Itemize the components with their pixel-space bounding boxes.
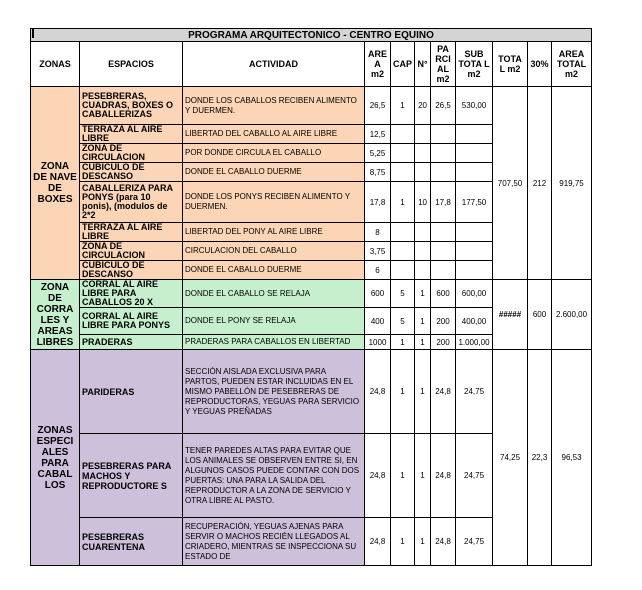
space-name: ZONA DE CIRCULACION [80,242,183,261]
n-value: 1 [415,335,431,350]
zone-name: ZONA DE CORRA LES Y AREAS LIBRES [31,280,80,350]
area-value: 400 [365,308,391,335]
parcial-value: 24,8 [431,434,456,518]
cap-value: 1 [391,335,415,350]
subtotal-value: 177,50 [456,182,493,223]
area-value: 26,5 [365,87,391,125]
space-name: TERRAZA AL AIRE LIBRE [80,125,183,144]
area-value: 24,8 [365,350,391,434]
zone-pct: 600 [528,280,552,350]
n-value [415,223,431,242]
header-n: N° [415,42,431,87]
subtotal-value: 1.000,00 [456,335,493,350]
area-value: 24,8 [365,434,391,518]
n-value [415,242,431,261]
area-value: 3,75 [365,242,391,261]
parcial-value [431,125,456,144]
activity: RECUPERACIÓN, YEGUAS AJENAS PARA SERVIR O MACHOS RECIÉN LLEGADOS AL CRIADERO, MIENTRAS SE INSPECCIONA SU ESTADO DE [183,518,365,566]
n-value [415,125,431,144]
parcial-value [431,242,456,261]
parcial-value [431,144,456,163]
n-value: 1 [415,518,431,566]
activity: LIBERTAD DEL PONY AL AIRE LIBRE [183,223,365,242]
subtotal-value [456,125,493,144]
n-value: 20 [415,87,431,125]
area-value: 17,8 [365,182,391,223]
space-name: CORRAL AL AIRE LIBRE PARA PONYS [80,308,183,335]
subtotal-value: 24,75 [456,434,493,518]
cap-value [391,223,415,242]
cap-value: 1 [391,434,415,518]
zone-total: ##### [493,280,528,350]
n-value: 1 [415,308,431,335]
activity: POR DONDE CIRCULA EL CABALLO [183,144,365,163]
cap-value: 1 [391,350,415,434]
cap-value [391,261,415,280]
zone-pct: 22,3 [528,350,552,566]
header-espacios: ESPACIOS [80,42,183,87]
header-area-total: AREA TOTAL m2 [552,42,592,87]
spreadsheet [30,28,592,566]
activity: DONDE LOS PONYS RECIBEN ALIMENTO Y DUERMEN. [183,182,365,223]
zone-area-total: 96,53 [552,350,592,566]
subtotal-value: 530,00 [456,87,493,125]
n-value [415,144,431,163]
activity: DONDE EL CABALLO DUERME [183,261,365,280]
parcial-value [431,261,456,280]
n-value: 1 [415,434,431,518]
header-cap: CAP [391,42,415,87]
cap-value [391,144,415,163]
subtotal-value [456,242,493,261]
cap-value: 1 [391,87,415,125]
subtotal-value: 600,00 [456,280,493,308]
parcial-value: 17,8 [431,182,456,223]
activity: SECCIÓN AISLADA EXCLUSIVA PARA PARTOS, PUEDEN ESTAR INCLUIDAS EN EL MISMO PABELLÓN DE PESEBRERAS DE REPRODUCTORAS, YEGUAS PARA SERVICIO Y YEGUAS PREÑADAS [183,350,365,434]
cap-value: 1 [391,518,415,566]
zone-total: 707,50 [493,87,528,280]
zone-area-total: 919,75 [552,87,592,280]
activity: TENER PAREDES ALTAS PARA EVITAR QUE LOS ANIMALES SE OBSERVEN ENTRE SI, EN ALGUNOS CASOS PUEDE CONTAR CON DOS PUERTAS: UNA PARA LA SALIDA DEL REPRODUCTOR A LA ZONA DE SERVICIO Y OTRA LIBRE AL PASTO. [183,434,365,518]
parcial-value [431,223,456,242]
header-pct: 30% [528,42,552,87]
activity: DONDE EL CABALLO SE RELAJA [183,280,365,308]
header-subtotal: SUB TOTA L m2 [456,42,493,87]
space-name: PESEBRERAS, CUADRAS, BOXES O CABALLERIZAS [80,87,183,125]
page-title: PROGRAMA ARQUITECTONICO - CENTRO EQUINO [31,29,592,42]
activity: DONDE EL PONY SE RELAJA [183,308,365,335]
zone-pct: 212 [528,87,552,280]
subtotal-value [456,163,493,182]
parcial-value: 26,5 [431,87,456,125]
space-name: TERRAZA AL AIRE LIBRE [80,223,183,242]
space-name: CUBICULO DE DESCANSO [80,261,183,280]
space-name: PRADERAS [80,335,183,350]
header-parcial: PA RCI AL m2 [431,42,456,87]
area-value: 8 [365,223,391,242]
parcial-value: 200 [431,335,456,350]
cap-value: 5 [391,280,415,308]
n-value: 1 [415,350,431,434]
parcial-value: 24,8 [431,518,456,566]
n-value [415,163,431,182]
area-value: 24,8 [365,518,391,566]
subtotal-value [456,223,493,242]
cap-value [391,163,415,182]
subtotal-value: 24,75 [456,350,493,434]
activity: LIBERTAD DEL CABALLO AL AIRE LIBRE [183,125,365,144]
header-total: TOTA L m2 [493,42,528,87]
cap-value [391,242,415,261]
subtotal-value [456,144,493,163]
parcial-value: 600 [431,280,456,308]
area-value: 5,25 [365,144,391,163]
parcial-value: 200 [431,308,456,335]
header-zonas: ZONAS [31,42,80,87]
zone-total: 74,25 [493,350,528,566]
subtotal-value: 400,00 [456,308,493,335]
zone-area-total: 2.600,00 [552,280,592,350]
activity: PRADERAS PARA CABALLOS EN LIBERTAD [183,335,365,350]
parcial-value: 24,8 [431,350,456,434]
zone-name: ZONA DE NAVE DE BOXES [31,87,80,280]
activity: DONDE EL CABALLO DUERME [183,163,365,182]
n-value: 1 [415,280,431,308]
space-name: PESEBRERAS PARA MACHOS Y REPRODUCTORE S [80,434,183,518]
zone-name: ZONAS ESPECI ALES PARA CABAL LOS [31,350,80,566]
program-table [30,28,592,566]
space-name: ZONA DE CIRCULACION [80,144,183,163]
activity: DONDE LOS CABALLOS RECIBEN ALIMENTO Y DUERMEN. [183,87,365,125]
space-name: CABALLERIZA PARA PONYS (para 10 ponis), (modulos de 2*2 [80,182,183,223]
n-value: 10 [415,182,431,223]
subtotal-value: 24,75 [456,518,493,566]
cap-value: 5 [391,308,415,335]
space-name: CUBICULO DE DESCANSO [80,163,183,182]
activity: CIRCULACION DEL CABALLO [183,242,365,261]
space-name: CORRAL AL AIRE LIBRE PARA CABALLOS 20 X [80,280,183,308]
space-name: PESEBRERAS CUARENTENA [80,518,183,566]
area-value: 6 [365,261,391,280]
subtotal-value [456,261,493,280]
parcial-value [431,163,456,182]
area-value: 600 [365,280,391,308]
header-actividad: ACTIVIDAD [183,42,365,87]
header-area: ARE A m2 [365,42,391,87]
cell-marker [32,28,34,38]
cap-value: 1 [391,182,415,223]
area-value: 8,75 [365,163,391,182]
area-value: 1000 [365,335,391,350]
space-name: PARIDERAS [80,350,183,434]
area-value: 12,5 [365,125,391,144]
n-value [415,261,431,280]
cap-value [391,125,415,144]
